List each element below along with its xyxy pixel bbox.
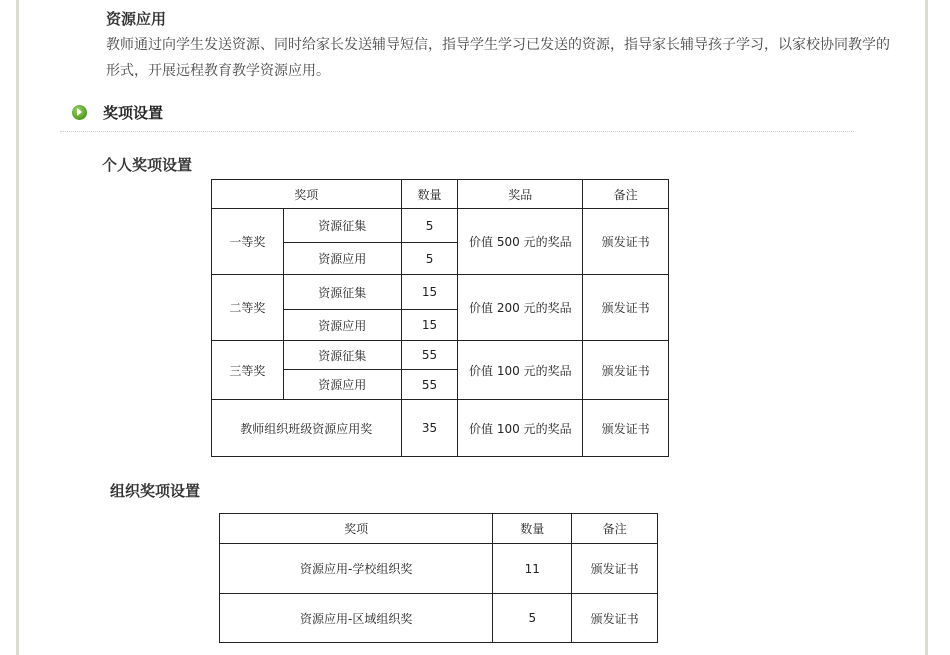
table-row xyxy=(212,275,669,310)
award-prize: 价值 100 元的奖品 xyxy=(458,341,583,400)
award-level: 一等奖 xyxy=(212,209,284,275)
table-header-row xyxy=(220,514,658,544)
special-award-prize: 价值 100 元的奖品 xyxy=(458,400,583,457)
table-row xyxy=(212,341,669,370)
org-award-name: 资源应用-区域组织奖 xyxy=(220,594,493,643)
org-awards-table xyxy=(219,513,658,643)
special-award-name: 教师组织班级资源应用奖 xyxy=(212,400,402,457)
table-row xyxy=(220,544,658,594)
table-row xyxy=(220,594,658,643)
table-header-row xyxy=(212,180,669,209)
resource-app-title: 资源应用 xyxy=(106,10,167,28)
award-prize: 价值 200 元的奖品 xyxy=(458,275,583,341)
award-prize: 价值 500 元的奖品 xyxy=(458,209,583,275)
award-count: 15 xyxy=(401,275,458,310)
award-note: 颁发证书 xyxy=(583,275,669,341)
header-count: 数量 xyxy=(493,514,572,544)
award-count: 5 xyxy=(401,243,458,275)
org-award-count: 11 xyxy=(493,544,572,594)
special-award-count: 35 xyxy=(401,400,458,457)
award-level: 二等奖 xyxy=(212,275,284,341)
table-row xyxy=(212,400,669,457)
personal-awards-title: 个人奖项设置 xyxy=(102,156,193,174)
award-item: 资源应用 xyxy=(283,310,401,341)
special-award-note: 颁发证书 xyxy=(583,400,669,457)
award-count: 5 xyxy=(401,209,458,243)
circle-arrow-icon xyxy=(72,105,87,120)
org-award-note: 颁发证书 xyxy=(572,594,658,643)
org-award-count: 5 xyxy=(493,594,572,643)
resource-app-description: 教师通过向学生发送资源、同时给家长发送辅导短信，指导学生学习已发送的资源，指导家长辅导孩子学习，以家校协同教学的形式，开展远程教育教学资源应用。 xyxy=(106,37,890,79)
award-count: 55 xyxy=(401,370,458,400)
org-award-note: 颁发证书 xyxy=(572,544,658,594)
awards-section-header xyxy=(72,100,163,124)
header-prize: 奖品 xyxy=(458,180,583,209)
org-award-name: 资源应用-学校组织奖 xyxy=(220,544,493,594)
personal-awards-table xyxy=(211,179,669,457)
award-item: 资源征集 xyxy=(283,275,401,310)
award-item: 资源应用 xyxy=(283,370,401,400)
header-note: 备注 xyxy=(572,514,658,544)
header-count: 数量 xyxy=(401,180,458,209)
award-item: 资源应用 xyxy=(283,243,401,275)
award-note: 颁发证书 xyxy=(583,341,669,400)
award-item: 资源征集 xyxy=(283,341,401,370)
org-awards-title: 组织奖项设置 xyxy=(110,482,201,500)
table-row xyxy=(212,209,669,243)
awards-section-title: 奖项设置 xyxy=(103,103,164,122)
award-count: 55 xyxy=(401,341,458,370)
header-award: 奖项 xyxy=(220,514,493,544)
award-item: 资源征集 xyxy=(283,209,401,243)
award-note: 颁发证书 xyxy=(583,209,669,275)
header-award: 奖项 xyxy=(212,180,402,209)
header-note: 备注 xyxy=(583,180,669,209)
award-count: 15 xyxy=(401,310,458,341)
award-level: 三等奖 xyxy=(212,341,284,400)
section-divider xyxy=(60,131,854,132)
